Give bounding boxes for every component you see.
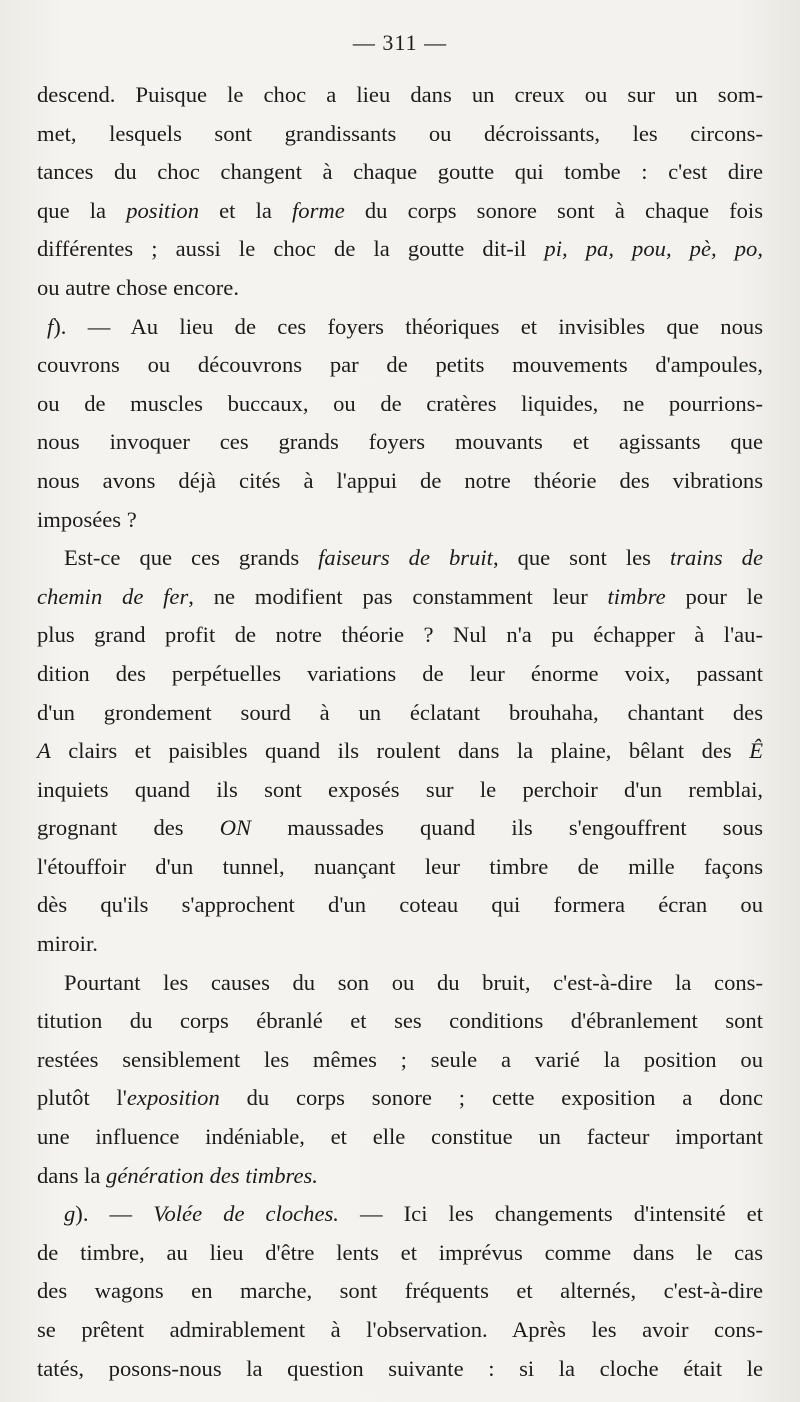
text-run: maussades quand ils s'engouffrent sous <box>251 815 763 841</box>
text-run: — Ici les changements d'intensité et <box>338 1201 763 1227</box>
text-run: de timbre, au lieu d'être lents et imprévus comme dans le cas <box>37 1239 763 1265</box>
text-line <box>37 153 763 192</box>
text-line <box>37 1234 763 1273</box>
text-run: pour le <box>665 583 763 609</box>
text-line <box>37 76 763 115</box>
italic-text: Ê <box>749 738 763 764</box>
italic-text: trains de <box>669 545 763 571</box>
text-line <box>37 539 763 578</box>
text-line <box>37 385 763 424</box>
page-number: — 311 — <box>352 30 448 55</box>
text-run: grognant des <box>37 815 220 841</box>
italic-text: timbre <box>607 583 666 609</box>
text-line <box>37 771 763 810</box>
text-run: l'étouffoir d'un tunnel, nuançant leur timbre de mille façons <box>37 853 763 879</box>
text-run: dès qu'ils s'approchent d'un coteau qui formera écran ou <box>37 892 763 918</box>
text-line <box>37 269 763 308</box>
text-line <box>37 1195 763 1234</box>
text-line <box>37 1118 763 1157</box>
text-run: du corps sonore sont à chaque fois <box>344 197 763 223</box>
text-line <box>37 1041 763 1080</box>
text-run: du corps sonore ; cette exposition a donc <box>219 1085 763 1111</box>
text-line <box>37 616 763 655</box>
italic-text: faiseurs de bruit <box>318 545 493 571</box>
italic-text: pi, pa, pou, pè, po, <box>544 236 763 262</box>
text-line <box>37 501 763 540</box>
text-line <box>37 1272 763 1311</box>
text-line <box>37 655 763 694</box>
italic-text: g <box>64 1201 76 1227</box>
body-text <box>37 76 763 1388</box>
text-line <box>37 1079 763 1118</box>
text-run: Pourtant les causes du son ou du bruit, c'est-à-dire la cons- <box>64 969 763 995</box>
italic-text: chemin de fer <box>37 583 189 609</box>
text-line <box>37 423 763 462</box>
text-line <box>37 1157 763 1196</box>
text-run: Est-ce que ces grands <box>64 545 319 571</box>
text-run: que la <box>37 197 127 223</box>
text-run: inquiets quand ils sont exposés sur le perchoir d'un remblai, <box>37 776 763 802</box>
text-run: ). — <box>75 1201 154 1227</box>
text-run: ou de muscles buccaux, ou de cratères liquides, ne pourrions- <box>37 390 763 416</box>
text-run: miroir. <box>37 931 98 957</box>
text-line <box>37 809 763 848</box>
text-run: des wagons en marche, sont fréquents et alternés, c'est-à-dire <box>37 1278 763 1304</box>
text-run: une influence indéniable, et elle constitue un facteur important <box>37 1124 763 1150</box>
text-line <box>37 848 763 887</box>
text-run: restées sensiblement les mêmes ; seule a varié la position ou <box>37 1046 763 1072</box>
text-run: nous avons déjà cités à l'appui de notre théorie des vibrations <box>37 467 763 493</box>
text-run: se prêtent admirablement à l'observation. Après les avoir cons- <box>37 1317 763 1342</box>
text-run: plutôt l' <box>37 1085 127 1111</box>
text-line <box>37 925 763 964</box>
text-run: ). — Au lieu de ces foyers théoriques et invisibles que nous <box>53 313 763 339</box>
text-line <box>37 462 763 501</box>
text-run: imposées ? <box>37 506 137 532</box>
text-line <box>37 230 763 269</box>
text-run: titution du corps ébranlé et ses conditions d'ébranlement sont <box>37 1008 763 1034</box>
text-line <box>37 578 763 617</box>
italic-text: exposition <box>126 1085 220 1111</box>
text-line <box>37 192 763 231</box>
text-line <box>37 964 763 1003</box>
text-run: plus grand profit de notre théorie ? Nul n'a pu échapper à l'au- <box>37 622 763 648</box>
text-line <box>37 886 763 925</box>
text-run: d'un grondement sourd à un éclatant brouhaha, chantant des <box>37 699 763 725</box>
italic-text: position <box>126 197 200 223</box>
text-line <box>37 694 763 733</box>
text-run: tances du choc changent à chaque goutte qui tombe : c'est dire <box>37 159 763 185</box>
text-line <box>37 732 763 771</box>
text-run: ou autre chose encore. <box>37 274 239 300</box>
text-run: dans la <box>37 1162 107 1188</box>
text-run: , ne modifient pas constamment leur <box>188 583 608 609</box>
text-line <box>37 115 763 154</box>
text-run: , que sont les <box>492 545 670 571</box>
italic-text: A <box>37 738 51 764</box>
text-line <box>37 308 763 347</box>
text-run: descend. Puisque le choc a lieu dans un creux ou sur un som- <box>37 82 763 107</box>
text-line <box>37 1002 763 1041</box>
italic-text: forme <box>292 197 345 223</box>
text-run: tatés, posons-nous la question suivante : si la cloche était le <box>37 1355 763 1381</box>
text-run: et la <box>199 197 293 223</box>
text-line <box>37 1350 763 1389</box>
text-run: couvrons ou découvrons par de petits mouvements d'ampoules, <box>37 352 763 378</box>
italic-text: ON <box>219 815 252 841</box>
italic-text: f <box>47 313 54 339</box>
text-run: met, lesquels sont grandissants ou décroissants, les circons- <box>37 120 763 146</box>
text-run: nous invoquer ces grands foyers mouvants et agissants que <box>37 429 763 455</box>
italic-text: Volée de cloches. <box>153 1201 339 1227</box>
text-line <box>37 1311 763 1350</box>
text-run: différentes ; aussi le choc de la goutte dit-il <box>37 236 545 262</box>
text-run: clairs et paisibles quand ils roulent dans la plaine, bêlant des <box>50 738 750 764</box>
text-run: dition des perpétuelles variations de leur énorme voix, passant <box>37 660 763 686</box>
text-line <box>37 346 763 385</box>
italic-text: génération des timbres. <box>106 1162 318 1188</box>
